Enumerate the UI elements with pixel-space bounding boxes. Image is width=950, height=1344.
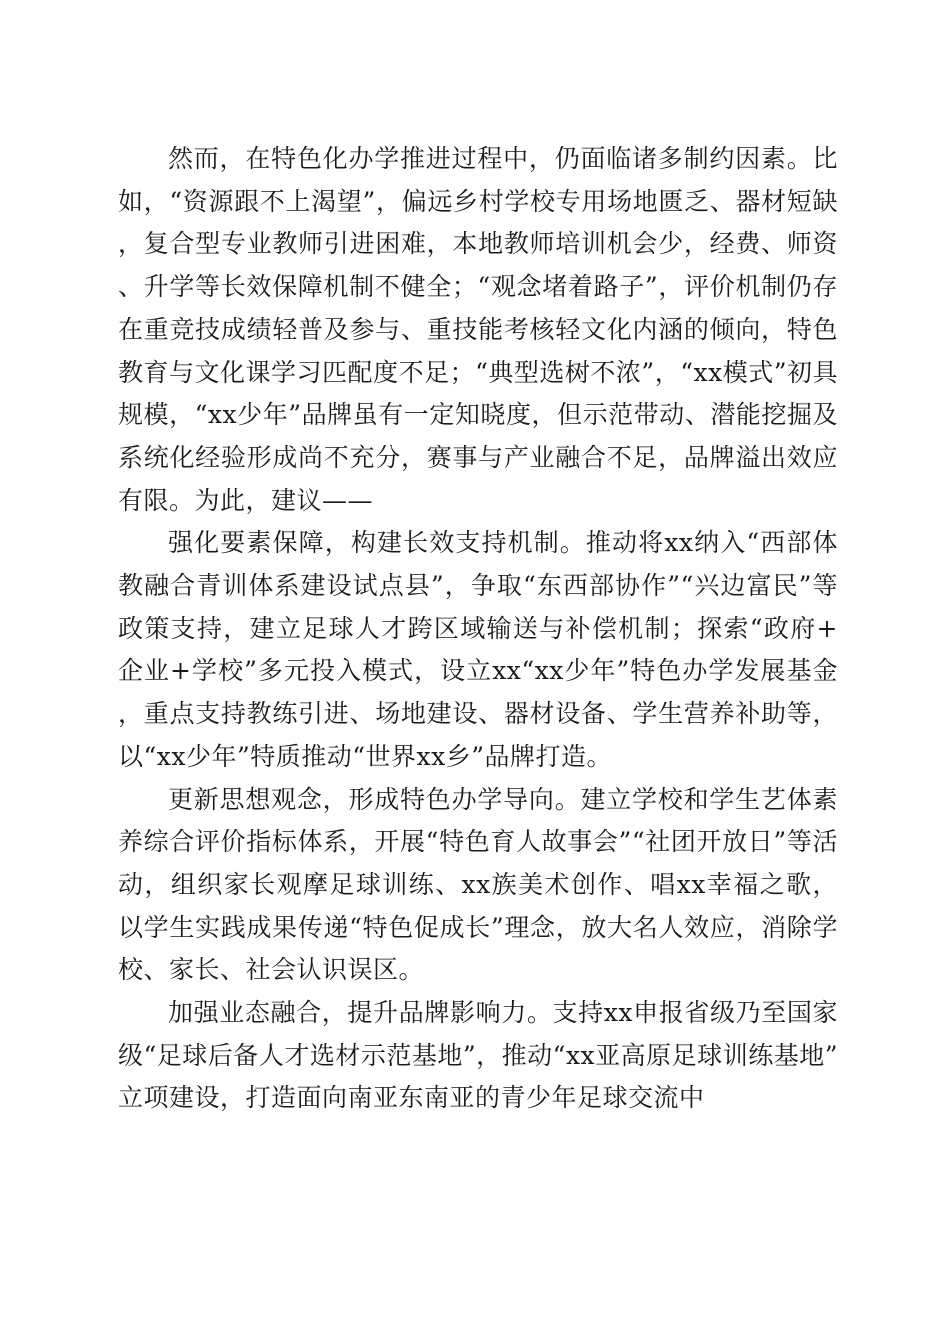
paragraph-resource-guarantee: 强化要素保障，构建长效支持机制。推动将xx纳入“西部体教融合青训体系建设试点县”，争取“东西部协作”“兴边富民”等政策支持，建立足球人才跨区域输送与补偿机制；探索“政府+企业+学校”多元投入模式，设立xx“xx少年”特色办学发展基金，重点支持教练引进、场地建设、器材设备、学生营养补助等，以“xx少年”特质推动“世界xx乡”品牌打造。 [118, 528, 838, 771]
document-body [118, 138, 838, 1120]
paragraph-industry-integration: 加强业态融合，提升品牌影响力。支持xx申报省级乃至国家级“足球后备人才选材示范基地”，推动“xx亚高原足球训练基地”立项建设，打造面向南亚东南亚的青少年足球交流中 [118, 998, 838, 1113]
paragraph-update-ideas: 更新思想观念，形成特色办学导向。建立学校和学生艺体素养综合评价指标体系，开展“特色育人故事会”“社团开放日”等活动，组织家长观摩足球训练、xx族美术创作、唱xx幸福之歌，以学生实践成果传递“特色促成长”理念，放大名人效应，消除学校、家长、社会认识误区。 [118, 784, 838, 985]
paragraph-constraints: 然而，在特色化办学推进过程中，仍面临诸多制约因素。比如，“资源跟不上渴望”，偏远乡村学校专用场地匮乏、器材短缺，复合型专业教师引进困难，本地教师培训机会少，经费、师资、升学等长效保障机制不健全；“观念堵着路子”，评价机制仍存在重竞技成绩轻普及参与、重技能考核轻文化内涵的倾向，特色教育与文化课学习匹配度不足；“典型选树不浓”，“xx模式”初具规模，“xx少年”品牌虽有一定知晓度，但示范带动、潜能挖掘及系统化经验形成尚不充分，赛事与产业融合不足，品牌溢出效应有限。为此，建议—— [118, 144, 838, 515]
